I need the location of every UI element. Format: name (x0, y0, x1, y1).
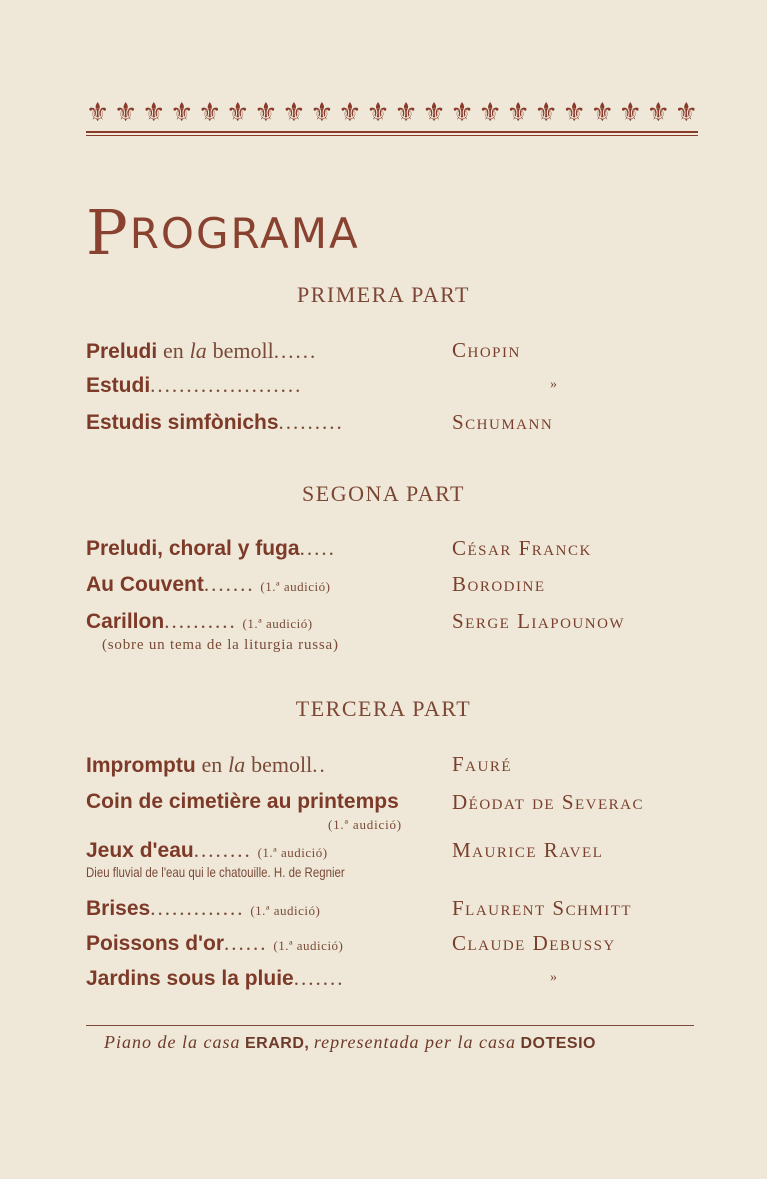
work-name: Coin de cimetière au printemps (86, 790, 399, 813)
fleur-de-lis-icon: ⚜ (590, 98, 614, 128)
fleur-de-lis-icon: ⚜ (254, 98, 278, 128)
work-name: Preludi (86, 340, 158, 363)
work-name: Poissons d'or (86, 932, 225, 955)
work-title (86, 790, 399, 814)
work-subtitle: (sobre un tema de la liturgia russa) (102, 637, 339, 653)
title-initial: P (86, 196, 130, 269)
footer-text: Piano de la casa (104, 1032, 241, 1052)
premiere-note: (1.ª audició) (260, 579, 331, 594)
composer: Chopin (452, 338, 521, 362)
program-item (86, 896, 706, 928)
work-title (86, 536, 336, 561)
fleur-de-lis-icon: ⚜ (226, 98, 250, 128)
work-key-note: la (228, 752, 246, 777)
fleur-de-lis-icon: ⚜ (422, 98, 446, 128)
leader-dots: ...... (273, 339, 318, 363)
leader-dots: ......... (278, 410, 344, 434)
premiere-note: (1.ª audició) (242, 616, 313, 631)
ditto-mark: » (550, 970, 557, 985)
leader-dots: .. (312, 753, 327, 777)
fleur-de-lis-icon: ⚜ (450, 98, 474, 128)
fleur-de-lis-icon: ⚜ (646, 98, 670, 128)
work-title (86, 572, 330, 597)
fleur-de-lis-icon: ⚜ (506, 98, 530, 128)
fleur-de-lis-icon: ⚜ (478, 98, 502, 128)
composer: Borodine (452, 572, 546, 596)
composer: Flaurent Schmitt (452, 896, 633, 920)
program-item (86, 966, 706, 998)
program-item (86, 931, 706, 963)
work-name: Jeux d'eau (86, 839, 194, 862)
work-key-prep: en (201, 752, 223, 777)
work-title (86, 373, 302, 398)
ornament-rule (86, 131, 698, 133)
fleur-de-lis-icon: ⚜ (394, 98, 418, 128)
work-name: Estudis simfònichs (86, 411, 279, 434)
premiere-note: (1.ª audició) (273, 938, 344, 953)
leader-dots: ..................... (150, 373, 303, 397)
fleur-de-lis-icon: ⚜ (310, 98, 334, 128)
leader-dots: ..... (299, 536, 336, 560)
program-item (86, 338, 706, 370)
work-name: Jardins sous la pluie (86, 967, 294, 990)
work-title (86, 410, 344, 435)
ornament-rule-thin (86, 135, 698, 136)
work-epigraph: Dieu fluvial de l'eau qui le chatouille. H. de Regnier (86, 864, 345, 880)
composer: César Franck (452, 536, 592, 560)
leader-dots: ....... (293, 966, 345, 990)
program-item (86, 536, 706, 568)
work-name: Carillon (86, 610, 165, 633)
work-title (86, 966, 344, 991)
composer: Schumann (452, 410, 554, 434)
composer: Maurice Ravel (452, 838, 604, 862)
work-title (86, 931, 343, 956)
premiere-note: (1.ª audició) (257, 845, 328, 860)
fleur-de-lis-icon: ⚜ (562, 98, 586, 128)
footer-rule (86, 1025, 694, 1026)
program-item (86, 373, 706, 405)
leader-dots: ....... (203, 572, 255, 596)
footer-text: representada per la casa (313, 1032, 516, 1052)
fleur-de-lis-icon: ⚜ (618, 98, 642, 128)
work-name: Preludi, choral y fuga (86, 537, 300, 560)
fleur-de-lis-icon: ⚜ (534, 98, 558, 128)
program-item (86, 572, 706, 604)
fleur-de-lis-icon: ⚜ (338, 98, 362, 128)
leader-dots: ...... (224, 931, 268, 955)
leader-dots: ........ (193, 838, 252, 862)
fleur-de-lis-icon: ⚜ (170, 98, 194, 128)
work-name: Impromptu (86, 754, 196, 777)
fleur-de-lis-icon: ⚜ (114, 98, 138, 128)
footer-credit (104, 1032, 596, 1053)
composer: Serge Liapounow (452, 609, 626, 633)
fleur-de-lis-icon: ⚜ (142, 98, 166, 128)
fleur-de-lis-icon: ⚜ (282, 98, 306, 128)
premiere-note: (1.ª audició) (328, 817, 402, 832)
work-key-rest: bemoll (251, 752, 313, 777)
work-key-note: la (189, 338, 207, 363)
work-key-prep: en (163, 338, 184, 363)
part-title-primera: PRIMERA PART (297, 282, 470, 307)
leader-dots: ............. (150, 896, 245, 920)
fleur-de-lis-icon: ⚜ (366, 98, 390, 128)
part-title-segona: SEGONA PART (302, 481, 465, 506)
program-item (86, 752, 706, 784)
program-item (86, 410, 706, 442)
fleur-de-lis-icon: ⚜ (86, 98, 110, 128)
composer: Déodat de Severac (452, 790, 644, 814)
premiere-note: (1.ª audició) (250, 903, 321, 918)
work-name: Brises (86, 897, 151, 920)
work-title (86, 838, 328, 863)
work-name: Au Couvent (86, 573, 204, 596)
ornament-border (86, 98, 698, 128)
footer-brand-dotesio: DOTESIO (520, 1035, 596, 1052)
part-title-tercera: TERCERA PART (295, 696, 472, 721)
work-title (86, 752, 327, 778)
leader-dots: .......... (164, 609, 237, 633)
fleur-de-lis-icon: ⚜ (198, 98, 222, 128)
fleur-de-lis-icon: ⚜ (674, 98, 698, 128)
work-title (86, 338, 317, 364)
page-title (86, 190, 360, 269)
work-title (86, 896, 320, 921)
work-name: Estudi (86, 374, 151, 397)
footer-brand-erard: ERARD, (244, 1035, 310, 1052)
work-title (86, 609, 313, 634)
composer: Fauré (452, 752, 513, 776)
work-key-rest: bemoll (212, 338, 274, 363)
composer: Claude Debussy (452, 931, 616, 955)
ditto-mark: » (550, 377, 557, 392)
title-rest: ROGRAMA (129, 209, 360, 258)
